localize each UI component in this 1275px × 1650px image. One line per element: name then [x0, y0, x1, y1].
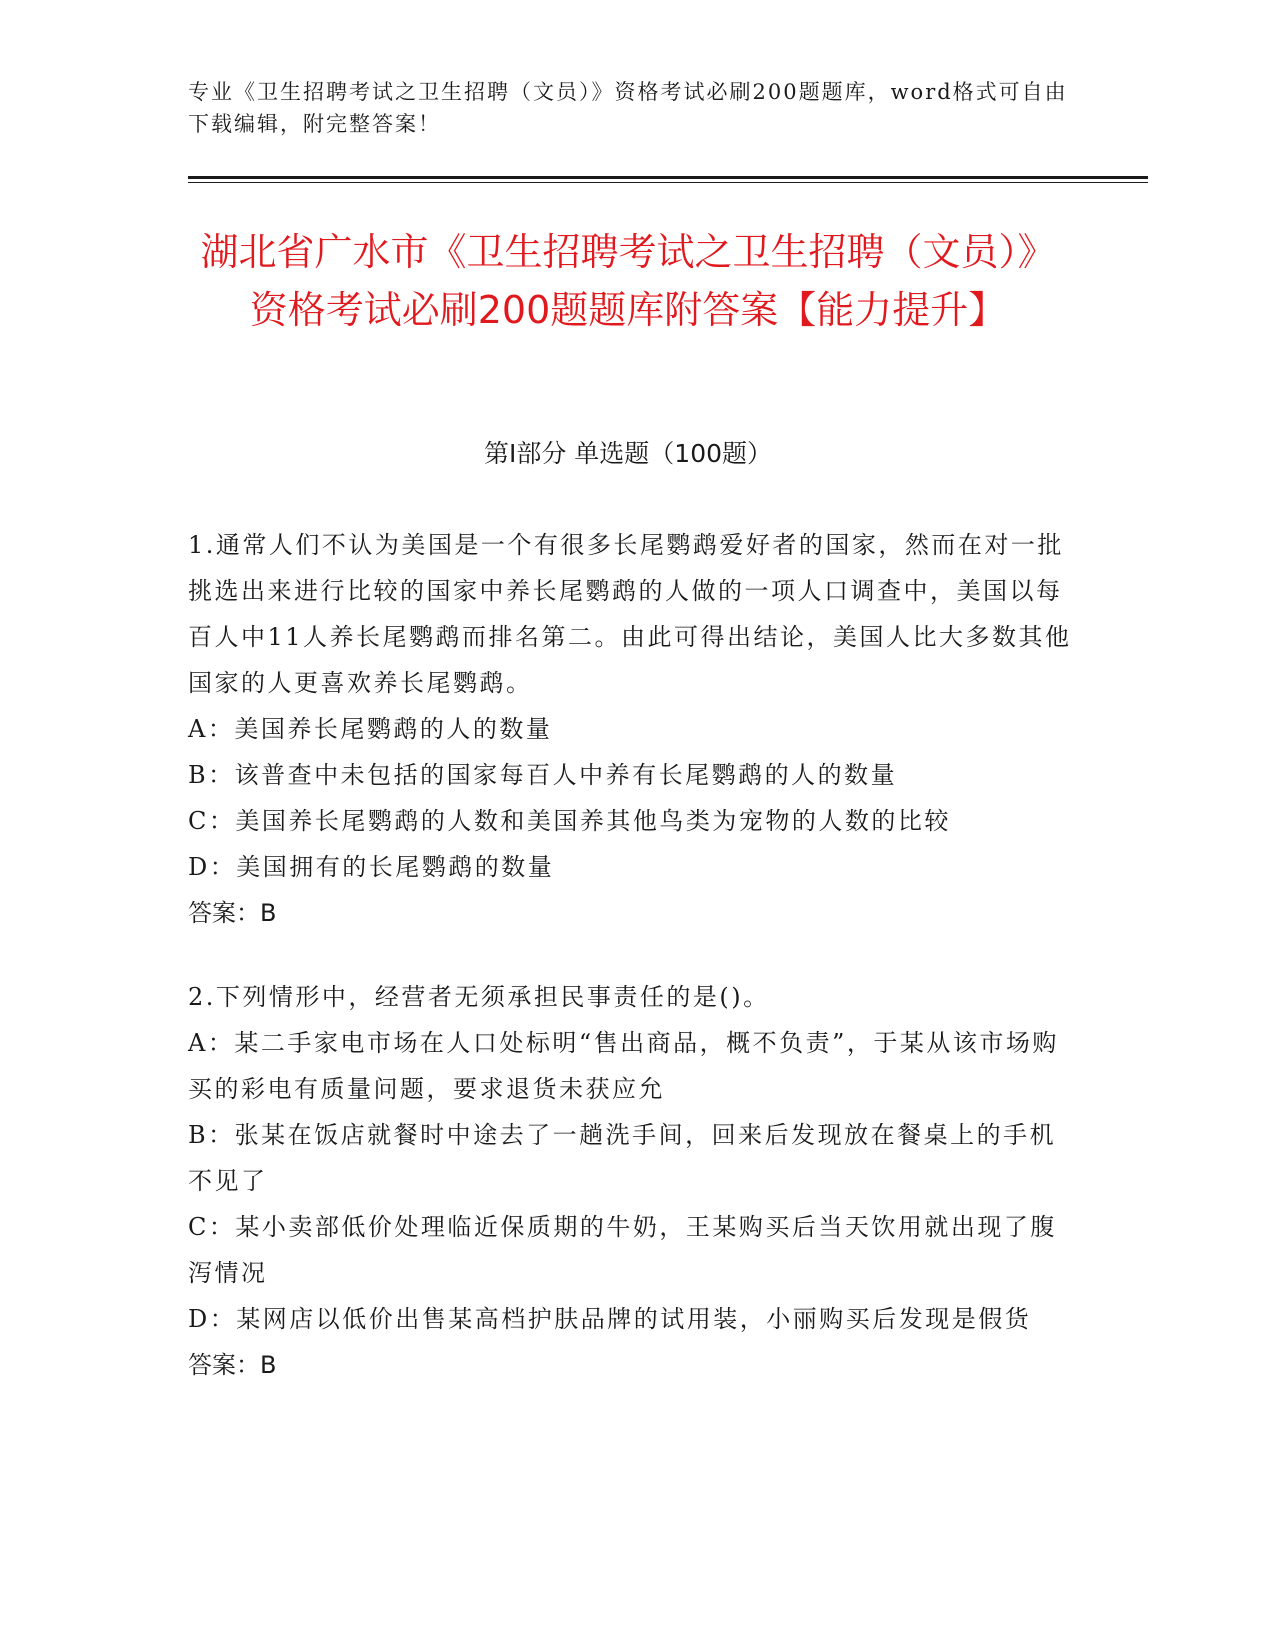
answer-line: 答案：B — [188, 1351, 277, 1379]
question-1 — [188, 522, 1073, 936]
answer-line: 答案：B — [188, 899, 277, 927]
header-note: 专业《卫生招聘考试之卫生招聘（文员）》资格考试必刷200题题库，word格式可自由下载编辑，附完整答案！ — [188, 80, 1068, 136]
option-d: D：某网店以低价出售某高档护肤品牌的试用装，小丽购买后发现是假货 — [188, 1305, 1032, 1333]
question-2 — [188, 974, 1073, 1388]
document-title: 湖北省广水市《卫生招聘考试之卫生招聘（文员）》资格考试必刷200题题库附答案【能力提升】 — [200, 230, 1056, 332]
question-stem: 1.通常人们不认为美国是一个有很多长尾鹦鹉爱好者的国家，然而在对一批挑选出来进行比较的国家中养长尾鹦鹉的人做的一项人口调查中，美国以每百人中11人养长尾鹦鹉而排名第二。由此可得出结论，美国人比大多数其他国家的人更喜欢养长尾鹦鹉。 — [188, 531, 1072, 697]
option-a: A：美国养长尾鹦鹉的人的数量 — [188, 715, 553, 743]
header-divider-thin — [188, 182, 1148, 183]
option-b: B：该普查中未包括的国家每百人中养有长尾鹦鹉的人的数量 — [188, 761, 898, 789]
question-stem: 2.下列情形中，经营者无须承担民事责任的是()。 — [188, 983, 770, 1011]
header-divider-thick — [188, 176, 1148, 179]
option-c: C：某小卖部低价处理临近保质期的牛奶，王某购买后当天饮用就出现了腹泻情况 — [188, 1213, 1057, 1287]
option-c: C：美国养长尾鹦鹉的人数和美国养其他鸟类为宠物的人数的比较 — [188, 807, 951, 835]
section-title: 第Ⅰ部分 单选题（100题） — [483, 439, 773, 468]
option-a: A：某二手家电市场在人口处标明“售出商品，概不负责”，于某从该市场购买的彩电有质量问题，要求退货未获应允 — [188, 1029, 1059, 1103]
option-d: D：美国拥有的长尾鹦鹉的数量 — [188, 853, 555, 881]
option-b: B：张某在饭店就餐时中途去了一趟洗手间，回来后发现放在餐桌上的手机不见了 — [188, 1121, 1057, 1195]
